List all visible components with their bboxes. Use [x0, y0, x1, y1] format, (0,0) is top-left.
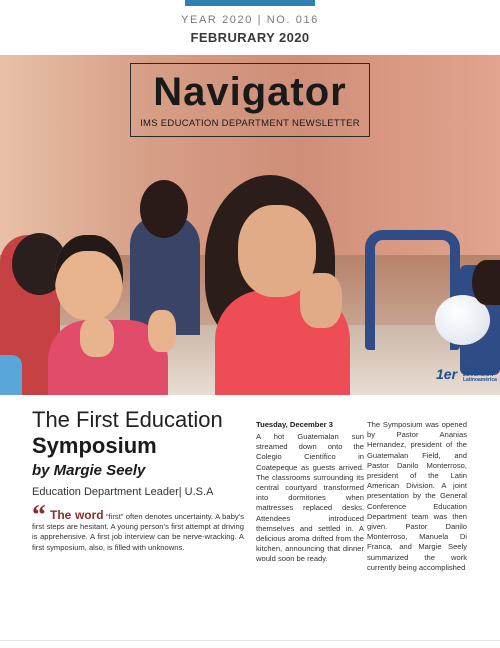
symposium-logo-text [463, 367, 497, 384]
quote-body: “first” often denotes uncertainty. A baby’s first steps are hesitant. A young person’s first attempt at driving is apprehensive. A first job interview can be nerve-wracking. A first symposium, also, is filled with unknowns. [32, 512, 245, 552]
photo-child-pink-head [55, 235, 123, 320]
article-byline: by Margie Seely [32, 462, 146, 479]
logo-line-1: Simposio [463, 366, 486, 372]
article-column-3 [367, 420, 467, 573]
article-date: Tuesday, December 3 [256, 420, 333, 429]
masthead [130, 63, 370, 137]
quote-lead: The word [50, 508, 104, 522]
logo-line-2: EDUCACIÓN [463, 371, 494, 378]
issue-month: FEBRURARY 2020 [190, 30, 310, 45]
bottom-divider [0, 640, 500, 641]
article-column-3-text: The Symposium was opened by Pastor Ananias Hernandez, president of the Guatemalan Field, and Pastor Danilo Monterroso, president of the Latin American Division. A joint presentation by the General Conference Education Department team was then given. Pastor Danilo Monterroso, Manuela Di Franca, and Margie Seely summarized the work currently being accomplished [367, 420, 467, 572]
photo-child-hand [80, 317, 114, 357]
article-column-2 [256, 420, 364, 565]
photo-adult-head [140, 180, 188, 238]
photo-child-right [472, 260, 500, 305]
top-accent-bar [185, 0, 315, 6]
cover-photo [0, 55, 500, 395]
author-role: Education Department Leader| U.S.A [32, 486, 214, 498]
logo-line-3: Latinoamérica [463, 377, 497, 383]
article-title-line-1: The First Education [32, 407, 223, 432]
photo-chair-left [0, 355, 22, 395]
masthead-title: Navigator [153, 70, 347, 114]
symposium-logo-number: 1er [436, 366, 458, 382]
article-title-line-2: Symposium [32, 433, 157, 458]
quote-mark-icon: “ [32, 500, 46, 531]
symposium-logo [436, 366, 498, 388]
issue-number: YEAR 2020 | NO. 016 [181, 14, 319, 26]
photo-child-hand-2 [148, 310, 176, 352]
pull-quote [32, 510, 244, 553]
article-title [32, 407, 247, 459]
article-column-2-text: A hot Guatemalan sun streamed down onto the Colegio Científico in Coatepeque as guests arrived. The classrooms surrounding its central courtyard transformed into dormitories when mattresses replaced desks. Attendees introduced themselves and settled in. A delicious aroma drifted from the kitchen, announcing that dinner would soon be ready. [256, 432, 364, 564]
photo-girl-hand [300, 273, 342, 328]
masthead-subtitle: IMS EDUCATION DEPARTMENT NEWSLETTER [140, 118, 360, 129]
